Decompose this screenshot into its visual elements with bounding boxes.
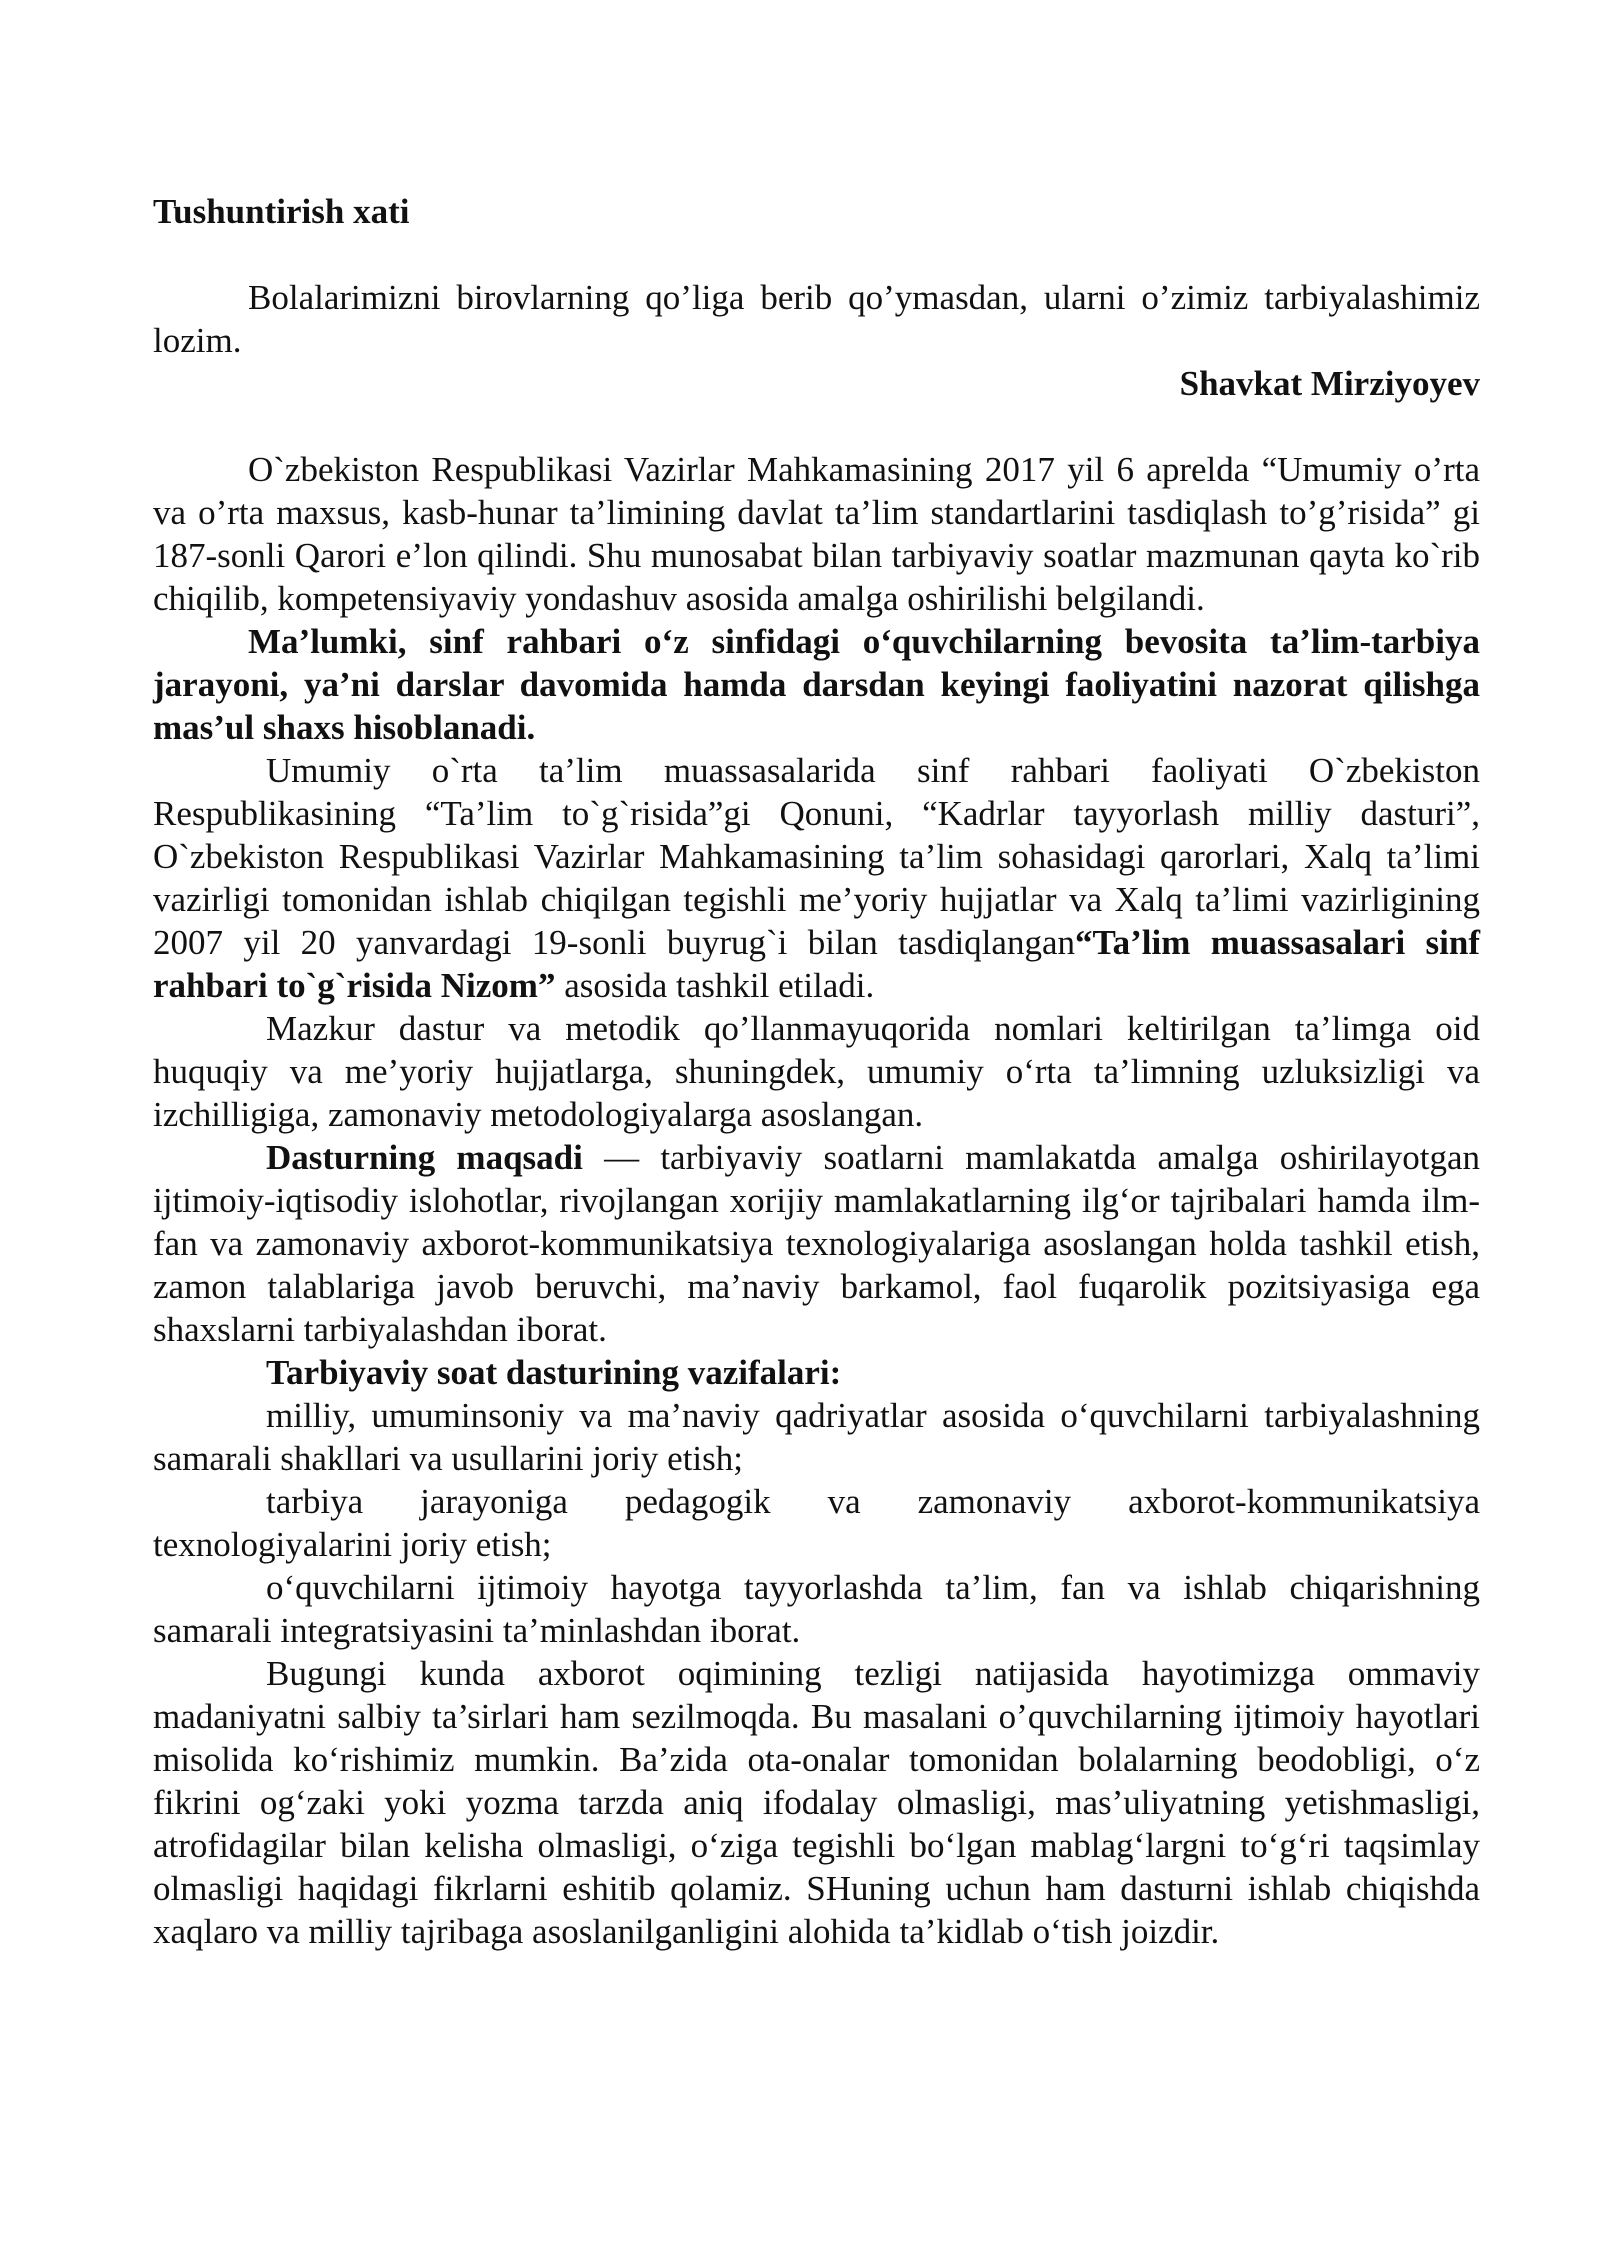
program-goal-text: — tarbiyaviy soatlarni mamlakatda amalga oshirilayotgan ijtimoiy-iqtisodiy islohotlar, rivojlangan xorijiy mamlakatlarning ilg‘or tajribalari hamda ilm-fan va zamonaviy axborot-kommunikatsiya texnologiyalariga asoslangan holda tashkil etish, zamon talablariga javob beruvchi, ma’naviy barkamol, faol fuqarolik pozitsiyasiga ega shaxslarni tarbiyalashdan iborat. [153,1138,1480,1349]
task-item: tarbiya jarayoniga pedagogik va zamonaviy axborot-kommunikatsiya texnologiyalarini joriy etish; [153,1482,1480,1564]
paragraph-program-goal [153,1136,1480,1351]
paragraph-legal-basis-text: Umumiy o`rta ta’lim muassasalarida sinf rahbari faoliyati O`zbekiston Respublikasining “Ta’lim to`g`risida”gi Qonuni, “Kadrlar tayyorlash milliy dasturi”, O`zbekiston Respublikasi Vazirlar Mahkamasining ta’lim sohasidagi qarorlari, Xalq ta’limi vazirligi tomonidan ishlab chiqilgan tegishli me’yoriy hujjatlar va Xalq ta’limi vazirligining 2007 yil 20 yanvardagi 19-sonli buyrug`i bilan tasdiqlangan [153,751,1480,962]
paragraph-class-teacher-text: Ma’lumki, sinf rahbari o‘z sinfidagi o‘quvchilarning bevosita ta’lim-tarbiya jarayoni, ya’ni darslar davomida hamda darsdan keyingi faoliyatini nazorat qilishga mas’ul shaxs hisoblanadi. [153,622,1480,747]
task-item: milliy, umuminsoniy va ma’naviy qadriyatlar asosida o‘quvchilarni tarbiyalashning samarali shakllari va usullarini joriy etish; [153,1396,1480,1478]
paragraph-legal-basis-tail: asosida tashkil etiladi. [555,966,875,1005]
paragraph-spacer [153,405,1480,448]
tasks-heading-text: Tarbiyaviy soat dasturining vazifalari: [266,1353,842,1392]
paragraph-mass-culture: Bugungi kunda axborot oqimining tezligi natijasida hayotimizga ommaviy madaniyatni salbiy ta’sirlari ham sezilmoqda. Bu masalani o’quvchilarning ijtimoiy hayotlari misolida ko‘rishimiz mumkin. Ba’zida ota-onalar tomonidan bolalarning beodobligi, o‘z fikrini og‘zaki yoki yozma tarzda aniq ifodalay olmasligi, mas’uliyatning yetishmasligi, atrofidagilar bilan kelisha olmasligi, o‘ziga tegishli bo‘lgan mablag‘largni to‘g‘ri taqsimlay olmasligi haqidagi fikrlarni eshitib qolamiz. SHuning uchun ham dasturni ishlab chiqishda xaqlaro va milliy tajribaga asoslanilganligini alohida ta’kidlab o‘tish joizdir. [153,1654,1480,1951]
document-title: Tushuntirish xati [153,192,410,231]
document-body [153,190,1480,1953]
tasks-heading [153,1351,1480,1394]
paragraph-legal-basis-bold: “Ta’lim muassasalari sinf rahbari to`g`risida Nizom” [153,923,1480,1005]
paragraph-program-basis: Mazkur dastur va metodik qo’llanmayuqorida nomlari keltirilgan ta’limga oid huquqiy va me’yoriy hujjatlarga, shuningdek, umumiy o‘rta ta’limning uzluksizligi va izchilligiga, zamonaviy metodologiyalarga asoslangan. [153,1009,1480,1134]
epigraph-author: Shavkat Mirziyoyev [1179,364,1480,403]
task-item: o‘quvchilarni ijtimoiy hayotga tayyorlashda ta’lim, fan va ishlab chiqarishning samarali integratsiyasini ta’minlashdan iborat. [153,1568,1480,1650]
paragraph-class-teacher [153,620,1480,749]
program-goal-heading: Dasturning maqsadi [266,1138,583,1177]
paragraph-legal-basis [153,749,1480,1007]
epigraph-quote: Bolalarimizni birovlarning qo’liga berib qo’ymasdan, ularni o’zimiz tarbiyalashimiz lozim. [153,278,1480,360]
paragraph-decree: O`zbekiston Respublikasi Vazirlar Mahkamasining 2017 yil 6 aprelda “Umumiy o’rta va o’rta maxsus, kasb-hunar ta’limining davlat ta’lim standartlarini tasdiqlash to’g’risida” gi 187-sonli Qarori e’lon qilindi. Shu munosabat bilan tarbiyaviy soatlar mazmunan qayta ko`rib chiqilib, kompetensiyaviy yondashuv asosida amalga oshirilishi belgilandi. [153,450,1480,618]
